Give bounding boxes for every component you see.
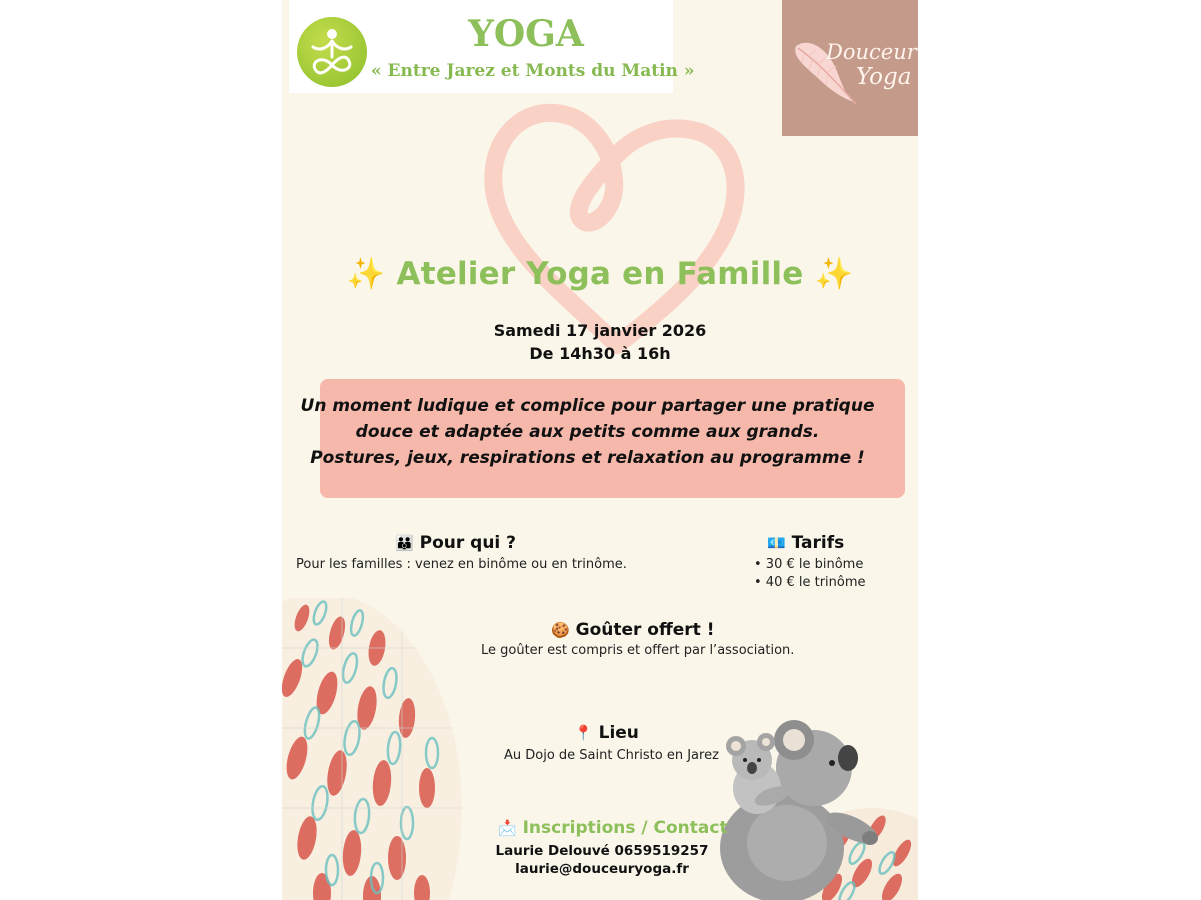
yoga-title: YOGA xyxy=(468,13,584,55)
brand-name-line1: Douceur xyxy=(826,40,917,64)
yoga-subtitle: « Entre Jarez et Monts du Matin » xyxy=(371,61,695,81)
sparkle-icon: ✨ xyxy=(814,256,854,292)
lieu-heading: 📍 Lieu xyxy=(574,723,639,743)
description-line: Un moment ludique et complice pour partager une pratique xyxy=(300,396,875,416)
cookie-icon: 🍪 xyxy=(551,621,570,639)
brand-name-line2: Yoga xyxy=(856,64,912,90)
pour-qui-text: Pour les familles : venez en binôme ou en trinôme. xyxy=(296,557,627,572)
yoga-association-logo xyxy=(289,0,695,93)
tarif-item: • 30 € le binôme xyxy=(754,557,864,572)
contact-heading: 📩 Inscriptions / Contact xyxy=(498,818,728,838)
event-date-block xyxy=(282,319,918,365)
lieu-text: Au Dojo de Saint Christo en Jarez xyxy=(504,748,719,763)
description-box xyxy=(300,379,905,498)
event-title xyxy=(282,255,918,292)
gouter-text: Le goûter est compris et offert par l’association. xyxy=(481,643,795,658)
douceur-yoga-logo xyxy=(782,0,918,136)
gouter-heading: 🍪 Goûter offert ! xyxy=(551,620,715,640)
meditation-logo-icon xyxy=(297,17,367,87)
event-date: Samedi 17 janvier 2026 xyxy=(493,321,707,340)
envelope-icon: 📩 xyxy=(498,819,517,837)
description-line: Postures, jeux, respirations et relaxation au programme ! xyxy=(310,448,865,468)
pour-qui-heading: 👪 Pour qui ? xyxy=(395,533,517,553)
sparkle-icon: ✨ xyxy=(346,256,386,292)
contact-name-phone[interactable]: Laurie Delouvé 0659519257 xyxy=(495,843,709,859)
event-time: De 14h30 à 16h xyxy=(529,344,671,363)
euro-banknote-icon: 💶 xyxy=(767,534,786,552)
flyer-poster xyxy=(282,0,918,900)
event-title-text: Atelier Yoga en Famille xyxy=(396,256,804,292)
contact-email[interactable]: laurie@douceuryoga.fr xyxy=(515,861,689,877)
location-pin-icon: 📍 xyxy=(574,724,593,742)
family-icon: 👪 xyxy=(395,534,414,552)
tarif-item: • 40 € le trinôme xyxy=(754,575,866,590)
description-line: douce et adaptée aux petits comme aux grands. xyxy=(355,422,820,442)
tarifs-heading: 💶 Tarifs xyxy=(767,533,845,553)
